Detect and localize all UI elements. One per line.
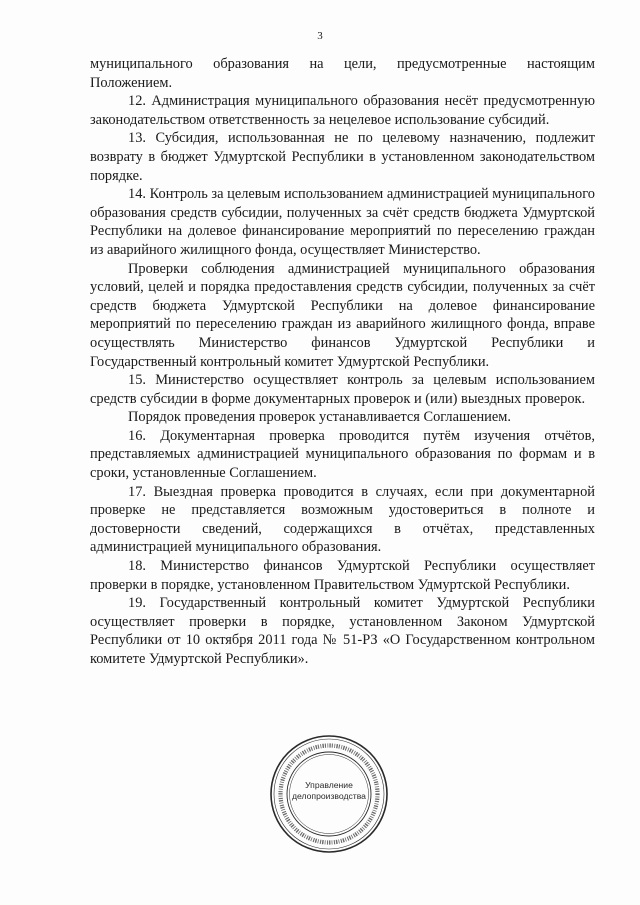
paragraph-16: 16. Документарная проверка проводится путём изучения отчётов, представляемых администрацией муниципального образования по формам и в сроки, установленные Соглашением. (90, 427, 595, 482)
paragraph-15: 15. Министерство осуществляет контроль за целевым использованием средств субсидии в форме документарных проверок и (или) выездных проверок. (90, 372, 595, 407)
seal-label (268, 780, 390, 802)
paragraph-14: 14. Контроль за целевым использованием администрацией муниципального образования средств субсидии, полученных за счёт средств бюджета Удмуртской Республики на долевое финансирование мероприятий по переселению граждан из аварийного жилищного фонда, осуществляет Министерство. (90, 186, 595, 258)
paragraph-continuation: муниципального образования на цели, предусмотренные настоящим Положением. (90, 56, 595, 91)
paragraph-19: 19. Государственный контрольный комитет Удмуртской Республики осуществляет проверки в порядке, установленном Законом Удмуртской Республики от 10 октября 2011 года № 51-РЗ «О Государственном контрольном комитете Удмуртской Республики». (90, 595, 595, 667)
paragraph-13: 13. Субсидия, использованная не по целевому назначению, подлежит возврату в бюджет Удмуртской Республики в установленном законодательством порядке. (90, 130, 595, 184)
seal-label-line2: делопроизводства (292, 791, 366, 801)
seal-label-line1: Управление (305, 780, 353, 790)
paragraph-17: 17. Выездная проверка проводится в случаях, если при документарной проверке не представляется возможным удостовериться в полноте и достоверности сведений, содержащихся в отчётах, представленных администрацией муниципального образования. (90, 483, 595, 556)
paragraph-14-inspections: Проверки соблюдения администрацией муниципального образования условий, целей и порядка предоставления средств субсидии, полученных за счёт средств бюджета Удмуртской Республики на долевое финансирование мероприятий по переселению граждан из аварийного жилищного фонда, вправе осуществлять Министерство финансов Удмуртской Республики и Государственный контрольный комитет Удмуртской Республики. (90, 260, 595, 370)
office-seal (268, 733, 390, 855)
paragraph-15-procedure: Порядок проведения проверок устанавливается Соглашением. (128, 409, 511, 426)
document-body (90, 55, 595, 669)
paragraph-18: 18. Министерство финансов Удмуртской Республики осуществляет проверки в порядке, установленном Правительством Удмуртской Республики. (90, 558, 595, 593)
paragraph-12: 12. Администрация муниципального образования несёт предусмотренную законодательством ответственность за нецелевое использование субсидий. (90, 93, 595, 128)
page-number: 3 (317, 30, 323, 42)
